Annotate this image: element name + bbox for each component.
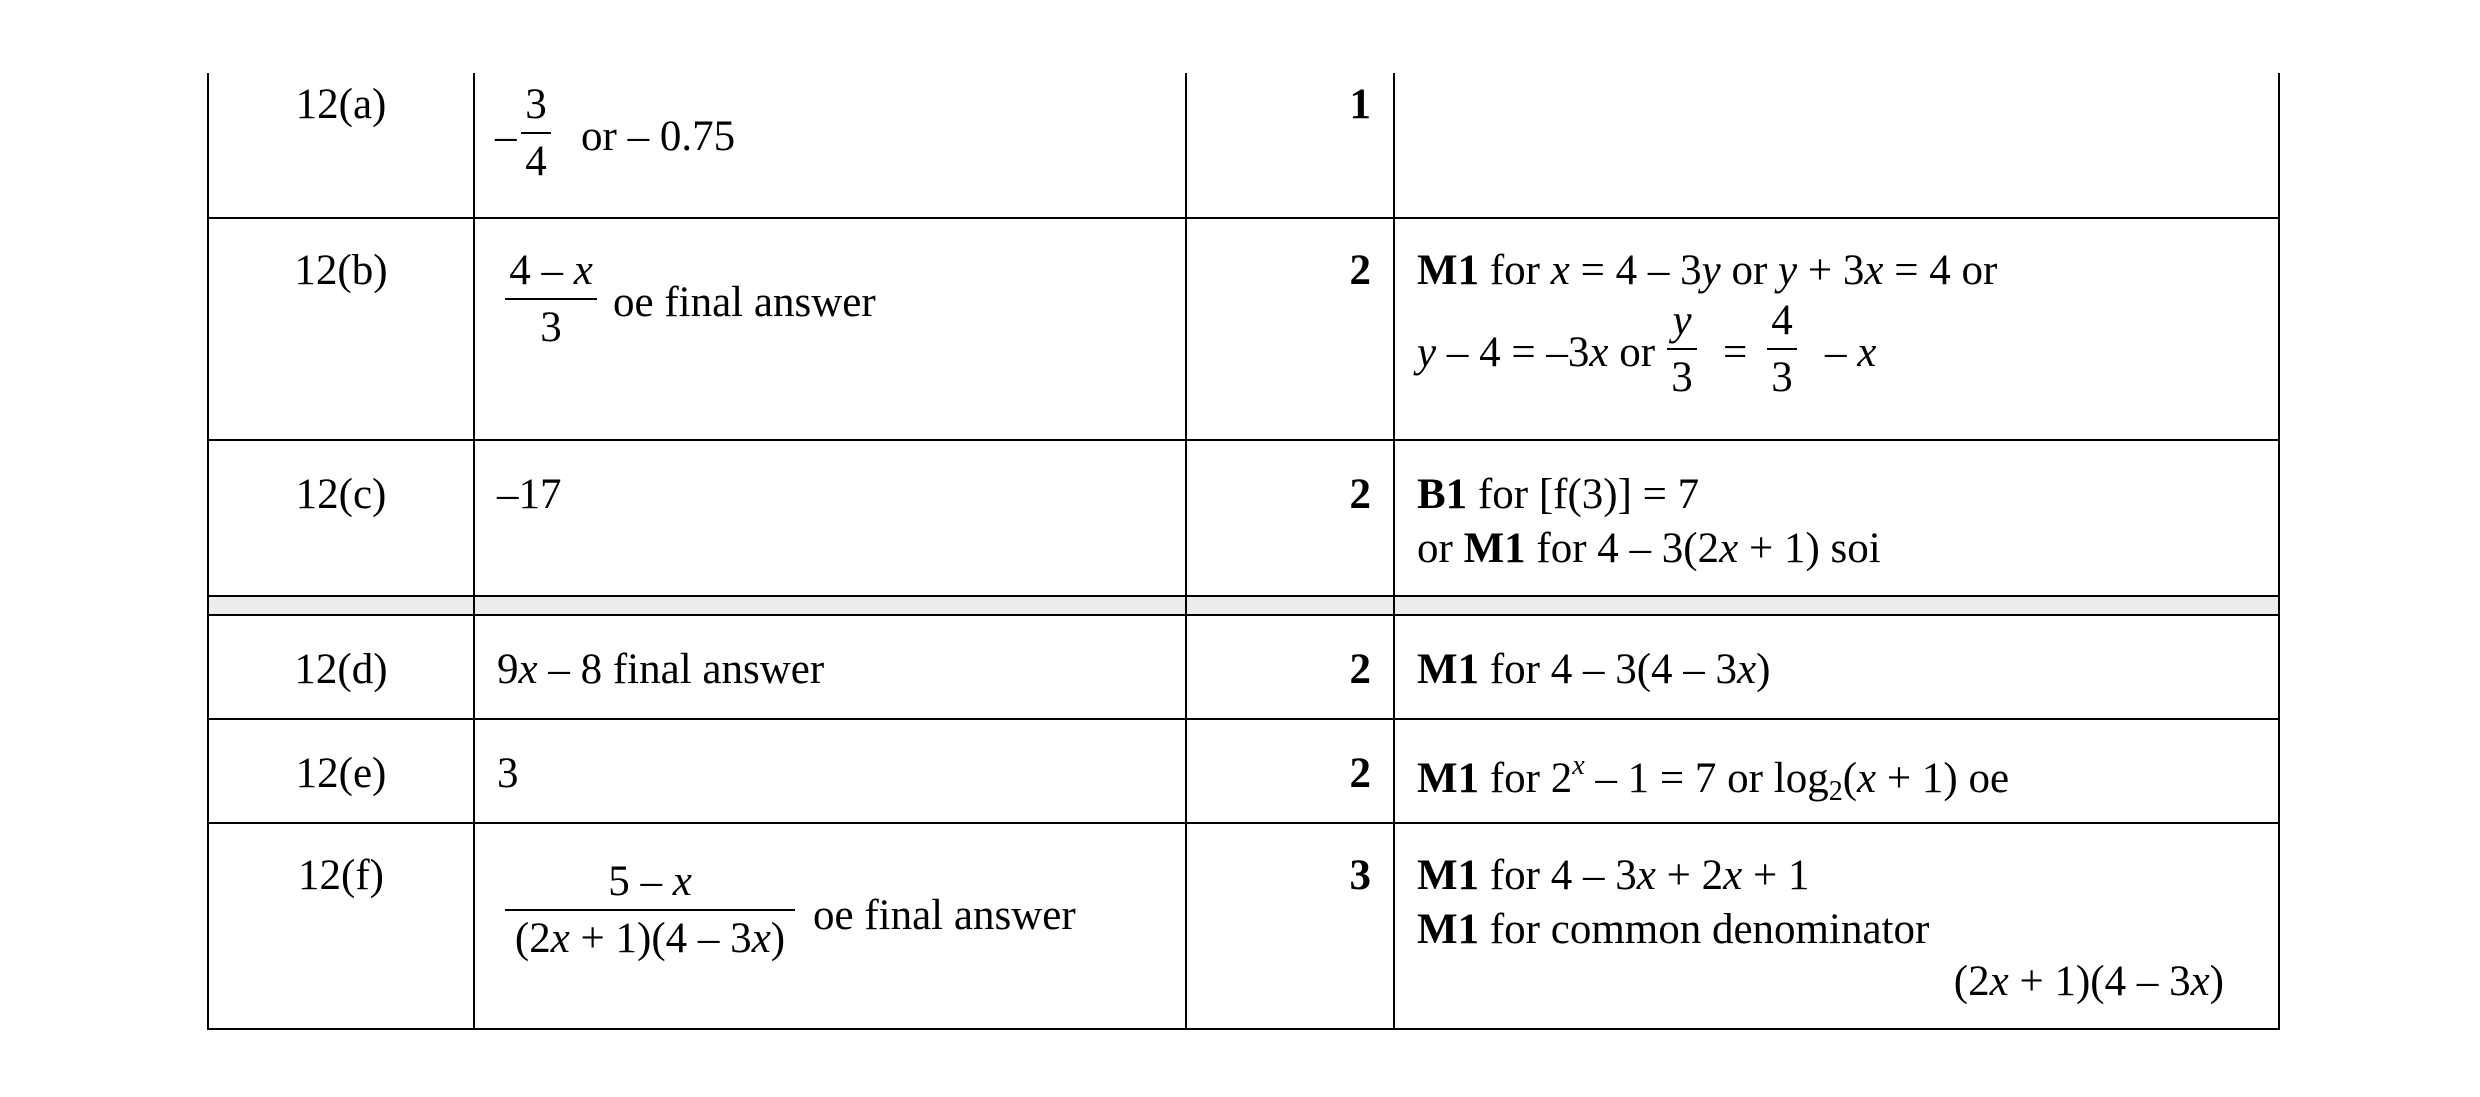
question-number: 12(c)	[295, 471, 387, 518]
guidance-line-1: B1 for [f(3)] = 7	[1417, 471, 1700, 518]
question-number: 12(d)	[294, 646, 388, 693]
answer-cell	[475, 720, 1187, 822]
question-cell	[209, 73, 475, 217]
marks-value: 3	[1349, 852, 1371, 899]
table-row-12f	[207, 824, 2280, 1028]
answer-cell	[475, 441, 1187, 595]
question-cell	[209, 720, 475, 822]
marks-cell	[1187, 219, 1395, 439]
marks-cell	[1187, 824, 1395, 1028]
question-cell	[209, 441, 475, 595]
guidance-line-2: M1 for common denominator	[1417, 906, 1930, 953]
answer-cell	[475, 219, 1187, 439]
guidance-line-2: or M1 for 4 – 3(2x + 1) soi	[1417, 525, 1881, 572]
guidance-fraction-2: 4 3	[1767, 299, 1797, 399]
fraction-denominator: (2x + 1)(4 – 3x)	[514, 915, 786, 962]
answer-fraction	[505, 249, 597, 349]
question-cell	[209, 824, 475, 1028]
fraction-bar	[505, 909, 795, 911]
question-number: 12(e)	[295, 750, 387, 797]
table-row-12b	[207, 219, 2280, 439]
marks-cell	[1187, 73, 1395, 217]
marks-cell	[1187, 441, 1395, 595]
answer-text: –17	[497, 471, 562, 518]
guidance-cell	[1395, 824, 2280, 1028]
table-row-12e	[207, 720, 2280, 822]
marks-value: 2	[1349, 471, 1371, 518]
guidance-cell	[1395, 720, 2280, 822]
guidance-cell	[1395, 219, 2280, 439]
marks-value: 2	[1349, 247, 1371, 294]
guidance-cell	[1395, 616, 2280, 718]
table-bottom-border	[207, 1028, 2280, 1030]
equals-sign: =	[1723, 329, 1748, 376]
question-cell	[209, 219, 475, 439]
answer-text: 9x – 8 final answer	[497, 646, 825, 693]
guidance-cell	[1395, 441, 2280, 595]
marks-cell	[1187, 720, 1395, 822]
guidance-line-1: M1 for 4 – 3x + 2x + 1	[1417, 852, 1810, 899]
guidance-line-1: M1 for 4 – 3(4 – 3x)	[1417, 646, 1771, 693]
guidance-line-1: M1 for x = 4 – 3y or y + 3x = 4 or	[1417, 247, 1998, 294]
answer-cell	[475, 73, 1187, 217]
guidance-line-3: (2x + 1)(4 – 3x)	[1953, 958, 2224, 1005]
answer-cell	[475, 616, 1187, 718]
marks-cell	[1187, 616, 1395, 718]
table-row-12d	[207, 616, 2280, 718]
table-row-12c	[207, 441, 2280, 595]
fraction-numerator: 5 – x	[608, 858, 692, 905]
table-row-12a	[207, 73, 2280, 217]
marks-value: 2	[1349, 750, 1371, 797]
table-gap	[207, 597, 2280, 614]
answer-fraction	[505, 860, 795, 960]
answer-text: oe final answer	[613, 279, 876, 326]
question-cell	[209, 616, 475, 718]
question-number: 12(f)	[298, 852, 384, 899]
answer-cell	[475, 824, 1187, 1028]
guidance-fraction-1: y 3	[1667, 299, 1697, 399]
minus-sign: –	[495, 113, 517, 160]
guidance-line-1: M1 for 2$^x$ – 1 = 7 or $\log_2(x + 1)$ oe	[1417, 750, 2010, 807]
fraction-denominator: 4	[525, 138, 547, 185]
marks-value: 2	[1349, 646, 1371, 693]
fraction-numerator: 4 – x	[509, 247, 593, 294]
fraction-denominator: 3	[540, 304, 562, 351]
answer-fraction	[521, 83, 551, 183]
answer-text: or – 0.75	[581, 113, 736, 160]
fraction-bar	[521, 132, 551, 134]
fraction-bar	[505, 298, 597, 300]
question-number: 12(b)	[294, 247, 388, 294]
marks-value: 1	[1349, 81, 1371, 128]
answer-text: 3	[497, 750, 519, 797]
guidance-tail: – x	[1825, 329, 1877, 376]
guidance-cell	[1395, 73, 2280, 217]
guidance-line-2: y – 4 = –3x or	[1417, 329, 1656, 376]
fraction-numerator: 3	[525, 81, 547, 128]
question-number: 12(a)	[295, 81, 387, 128]
answer-text: oe final answer	[813, 892, 1076, 939]
